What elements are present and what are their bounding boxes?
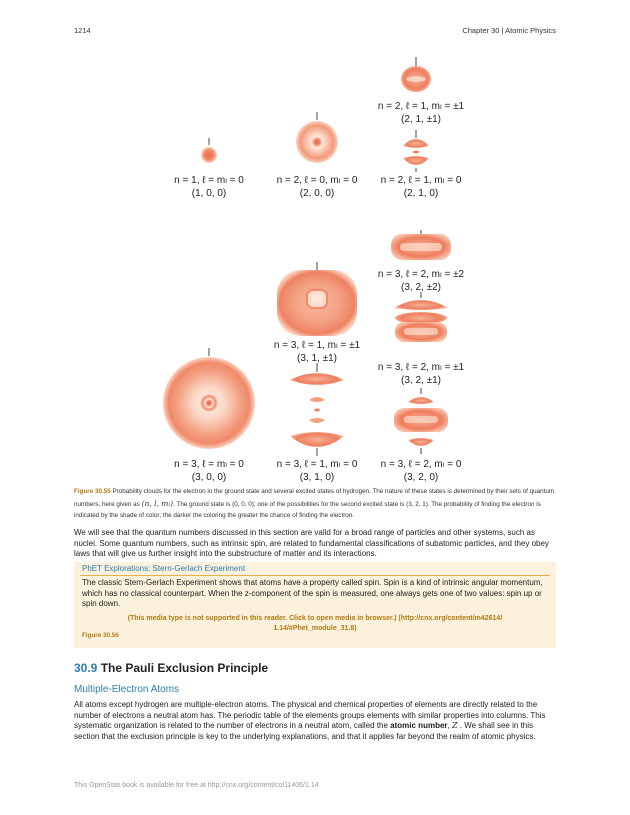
media-link[interactable]: [82, 614, 548, 633]
label-tuple: (3, 1, ±1): [297, 353, 337, 364]
phet-divider: [80, 575, 550, 576]
label-state: n = 1, ℓ = mₗ = 0: [174, 175, 244, 186]
orbital-3-2-pm2: [391, 230, 451, 260]
section-title: The Pauli Exclusion Principle: [97, 661, 269, 675]
orbital-3-0-0: [163, 348, 255, 449]
orbital-3-1-0: [290, 363, 344, 456]
media-link-line[interactable]: (This media type is not supported in this reader. Click to open media in browser.) (http://cnx.org/content/m42614/: [127, 615, 503, 622]
label-state: n = 3, ℓ = 1, mₗ = ±1: [273, 340, 361, 351]
label-tuple: (3, 1, 0): [299, 472, 335, 483]
phet-title: PhET Explorations: Stern-Gerlach Experiment: [82, 564, 246, 573]
page-footer: This OpenStax book is available for free at http://cnx.org/content/col11406/1.14: [74, 782, 319, 789]
phet-box: [74, 562, 556, 648]
figure-caption: [74, 486, 556, 522]
label-state: n = 3, ℓ = 2, mₗ = 0: [380, 459, 462, 470]
figure-label: Figure 30.56: [82, 632, 119, 639]
orbital-2-1-0: [403, 130, 429, 172]
paragraph-text: All atoms except hydrogen are multiple-electron atoms. The physical and chemical properties of elements are directly related to the number of electrons a neutral atom has. The periodic table of the elements groups elements with similar properties into columns. This systematic organization is related to the number of electrons in a neutral atom, called the: [74, 700, 546, 730]
label-state: n = 2, ℓ = 0, mₗ = 0: [276, 175, 358, 186]
orbital-3-1-pm1: [277, 262, 357, 336]
caption-math: (n, l, mₗ): [141, 498, 174, 508]
page-number: 1214: [74, 26, 91, 35]
orbital-2-1-pm1: [401, 57, 431, 92]
label-state: n = 3, ℓ = 2, mₗ = ±2: [377, 269, 465, 280]
label-tuple: (1, 0, 0): [191, 188, 227, 199]
label-state: n = 3, ℓ = 2, mₗ = ±1: [377, 362, 465, 373]
orbital-3-2-pm1: [394, 292, 448, 342]
key-term: atomic number: [390, 721, 448, 730]
orbital-3-2-0: [394, 388, 448, 454]
paragraph-text: ,: [447, 721, 452, 730]
label-tuple: (3, 2, 0): [403, 472, 439, 483]
label-state: n = 2, ℓ = 1, mₗ = 0: [380, 175, 462, 186]
label-state: n = 3, ℓ = 1, mₗ = 0: [276, 459, 358, 470]
label-tuple: (3, 0, 0): [191, 472, 227, 483]
orbital-1-0-0: [201, 138, 217, 163]
section-paragraph: [74, 700, 556, 742]
subsection-heading: Multiple-Electron Atoms: [74, 684, 180, 695]
caption-text: . The ground state is (0, 0, 0); one of the possibilities for the second excited state is (3, 2, 1). The probability of finding the electron is indicated by the shade of color; the darker the coloring the greater the chance of finding the electron.: [74, 500, 541, 519]
math-symbol: Z: [451, 721, 458, 730]
intro-paragraph: We will see that the quantum numbers discussed in this section are valid for a broad range of particles and other systems, such as nuclei. Some quantum numbers, such as intrinsic spin, are related to fundamental classifications of subatomic particles, and they obey laws that will give us further insight into the substructure of matter and its interactions.: [74, 528, 549, 558]
chapter-header: Chapter 30 | Atomic Physics: [462, 26, 556, 35]
phet-text: The classic Stern-Gerlach Experiment shows that atoms have a property called spin. Spin is a kind of intrinsic angular momentum, which has no classical counterpart. When the z-component of the spin is measured, one always gets one of two values: spin up or spin down.: [82, 578, 543, 608]
label-state: n = 2, ℓ = 1, mₗ = ±1: [377, 101, 465, 112]
orbital-2-0-0: [296, 112, 338, 163]
paragraph-text: . We shall see in this section that the exclusion principle is key to the underlying explanations, and that it applies far beyond the realm of atomic physics.: [74, 721, 536, 741]
figure-label: Figure 30.55: [74, 488, 111, 495]
label-tuple: (2, 1, ±1): [401, 114, 441, 125]
section-heading: [74, 661, 268, 675]
label-tuple: (3, 2, ±1): [401, 375, 441, 386]
media-link-line[interactable]: 1.14/#Phet_module_31.8): [273, 624, 357, 632]
section-number: 30.9: [74, 661, 98, 675]
label-tuple: (2, 0, 0): [299, 188, 335, 199]
label-state: n = 3, ℓ = mₗ = 0: [174, 459, 244, 470]
label-tuple: (2, 1, 0): [403, 188, 439, 199]
caption-text: Probability clouds for the electron in the ground state and several excited states of hydrogen. The nature of these states is determined by their sets of quantum numbers, here given as: [74, 488, 555, 508]
label-tuple: (3, 2, ±2): [401, 282, 441, 293]
